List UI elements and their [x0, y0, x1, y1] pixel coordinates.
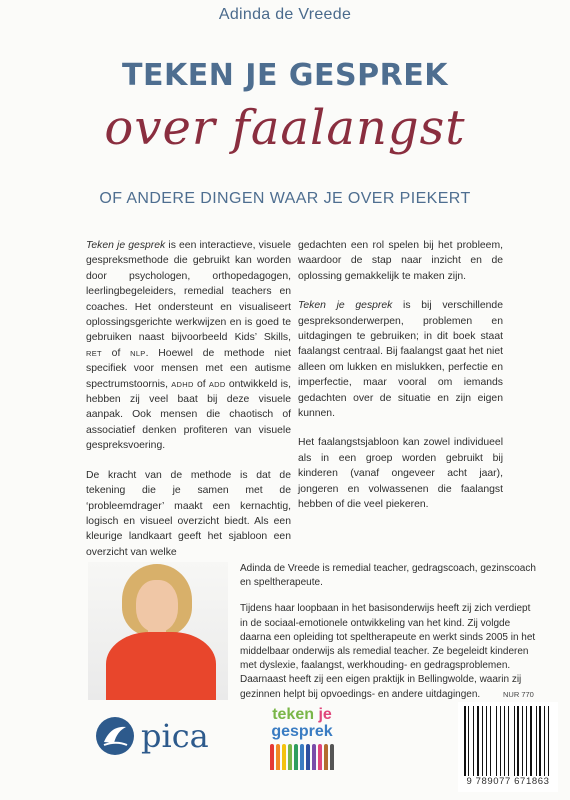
series-logo [262, 706, 342, 780]
bio-paragraph: Tijdens haar loopbaan in het basisonderwijs heeft zij zich verdiept in de sociaal-emotionele ontwikkeling van het kind. Zij volgde daarna een opleiding tot speltherapeute en werkt sinds 2005 in het middelbaar onderwijs als remedial teacher. Ze begeleidt kinderen met dyslexie, faalangst, werkhouding- en gedragsproblemen. Daarnaast heeft zij een eigen praktijk in Bellingwolde, waarin zij gezinnen helpt bij opvoedings- en andere uitdagingen. [240, 603, 536, 700]
logo-word: teken [272, 706, 314, 723]
logo-word: gesprek [271, 723, 333, 740]
abbr: NLP [130, 348, 146, 358]
pencils-icon [262, 744, 342, 770]
series-logo-text [262, 706, 342, 740]
text: . Hoewel de methode niet specifiek voor mensen met een autisme spectrumstoornis, [86, 347, 291, 390]
blurb-paragraph: gedachten een rol spelen bij het probleem, waardoor de stap naar inzicht en de oplossing gemakkelijk te maken zijn. [298, 240, 503, 282]
book-title: TEKEN JE GESPREK [122, 58, 448, 93]
publisher-logo [95, 712, 209, 760]
nur-code: NUR 770 [503, 690, 534, 699]
book-title-script: over faalangst [104, 100, 466, 156]
book-subtitle: OF ANDERE DINGEN WAAR JE OVER PIEKERT [99, 190, 471, 207]
barcode [458, 702, 558, 792]
emphasis: Teken je gesprek [86, 240, 166, 251]
text: ontwikkeld is, hebben zij veel baat bij deze visuele aanpak. Ook mensen die chaotisch of associatief denken profiteren van visuele gespreksvoering. [86, 378, 291, 452]
emphasis: Teken je gesprek [298, 300, 393, 312]
blurb-paragraph [298, 298, 503, 421]
text: is bij verschillende gespreksonderwerpen, problemen en uitdagingen te gebruiken; in dit boek staat faalangst centraal. Bij faalangst gaat het niet alleen om lukken en mislukken, perfectie en imperfectie, maar vooral om iemands gedachten over de situatie en zijn eigen kunnen. [298, 300, 503, 420]
logo-word: je [318, 706, 332, 723]
text: of [101, 347, 131, 359]
bio-paragraph: Adinda de Vreede is remedial teacher, gedragscoach, gezinscoach en speltherapeute. [240, 563, 536, 589]
blurb-left-column [86, 238, 291, 574]
publisher-name: pica [141, 717, 209, 755]
blurb-paragraph: De kracht van de methode is dat de tekening die je samen met de ‘probleemdrager’ maakt een kernachtig, logisch en visueel overzicht biedt. Als een kleurige landkaart geeft het sjabloon een overzicht van welke [86, 469, 291, 558]
barcode-bars [464, 706, 552, 776]
abbr: RET [86, 348, 102, 358]
author-bio [240, 562, 536, 714]
abbr: ADHD [171, 379, 194, 389]
abbr: ADD [208, 379, 226, 389]
blurb-paragraph [86, 238, 291, 454]
text: of [193, 378, 209, 390]
pica-logo-icon [95, 716, 135, 756]
blurb-paragraph: Het faalangstsjabloon kan zowel individueel als in een groep worden gebruikt bij kinderen (vanaf ongeveer acht jaar), jongeren en volwassenen die faalangst hebben of die veel piekeren. [298, 437, 503, 511]
text: is een interactieve, visuele gespreksmethode die gebruikt kan worden door psychologen, orthopedagogen, leerlingbegeleiders, remedial teachers en coaches. Het ondersteunt en visualiseert oplossingsgerichte werkwijzen en is goed te gebruiken naast bijvoorbeeld Kids’ Skills, [86, 240, 291, 344]
blurb-right-column [298, 238, 503, 527]
author-name: Adinda de Vreede [218, 6, 352, 23]
author-photo [88, 562, 228, 700]
isbn-number: 9 789077 671863 [466, 776, 550, 787]
